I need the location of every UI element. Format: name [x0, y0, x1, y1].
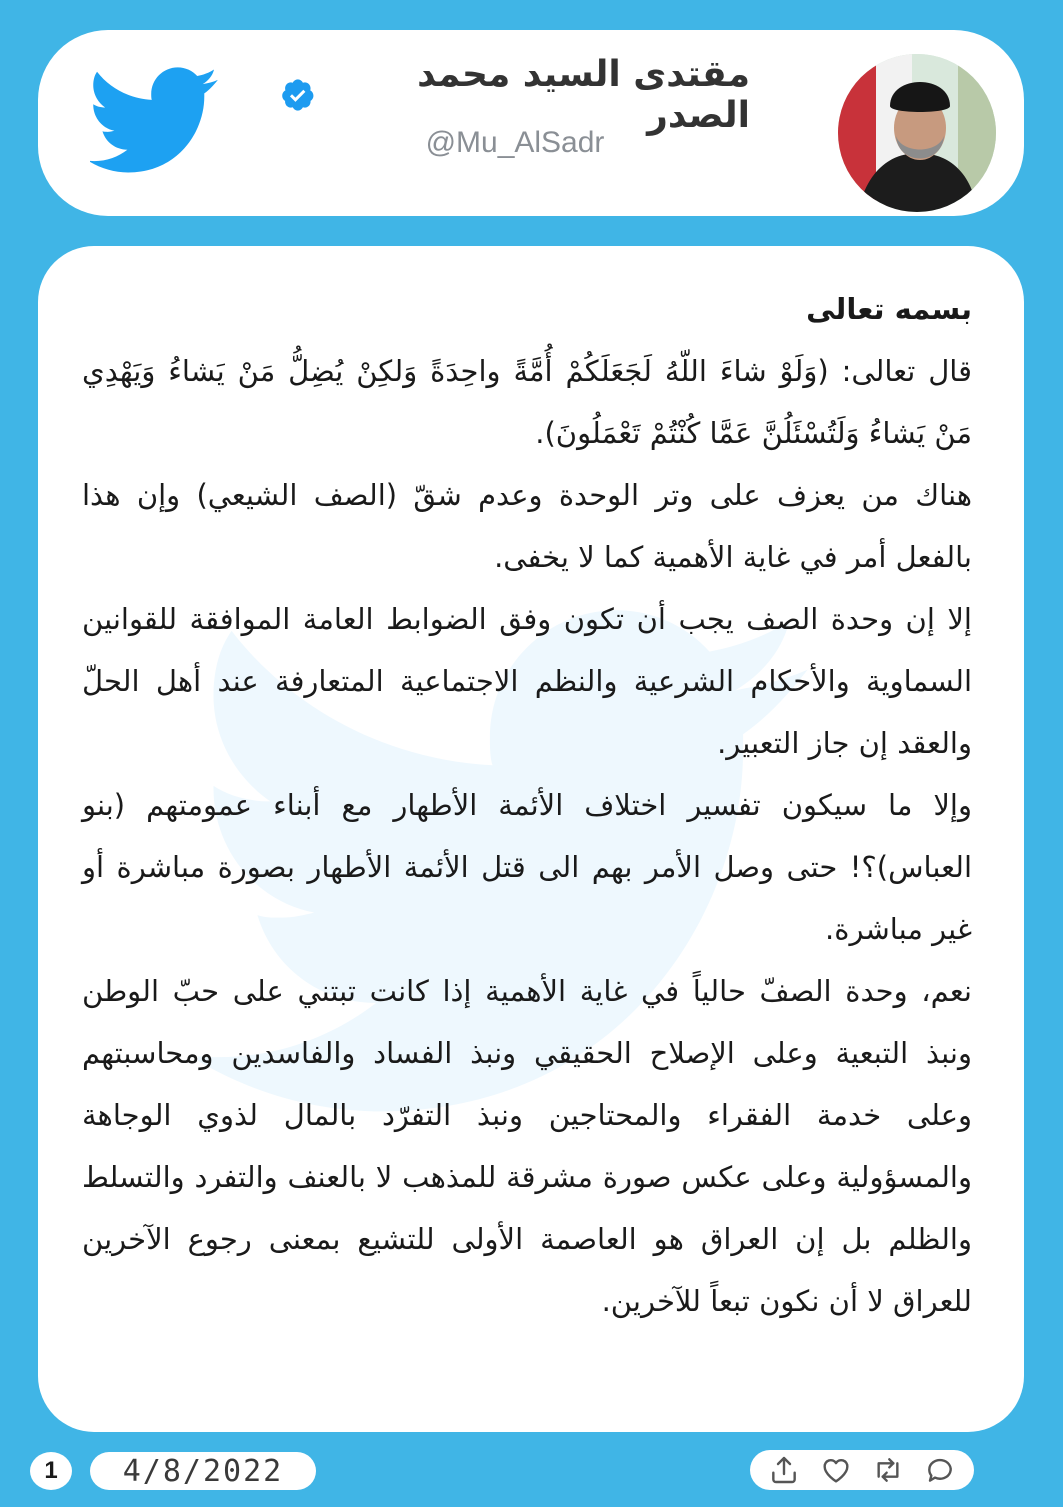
- reply-icon[interactable]: [924, 1454, 956, 1486]
- tweet-heading: بسمه تعالى: [806, 292, 972, 326]
- tweet-paragraph: نعم، وحدة الصفّ حالياً في غاية الأهمية إذا كانت تبتني على حبّ الوطن ونبذ التبعية وعلى الإصلاح الحقيقي ونبذ الفساد والفاسدين ومحاسبتهم وعلى خدمة الفقراء والمحتاجين ونبذ التفرّد بالمال لذوي الوجاهة والمسؤولية وعلى عكس صورة مشرقة للمذهب لا بالعنف والتفرد والتسلط والظلم بل إن العراق هو العاصمة الأولى للتشيع بمعنى رجوع الآخرين للعراق لا أن نكون تبعاً للآخرين.: [82, 974, 972, 1318]
- tweet-paragraph: هناك من يعزف على وتر الوحدة وعدم شقّ (الصف الشيعي) وإن هذا بالفعل أمر في غاية الأهمية كما لا يخفى.: [82, 478, 972, 574]
- avatar-portrait-icon: [838, 54, 996, 212]
- profile-name-row: [280, 54, 750, 136]
- verified-badge-icon: [280, 76, 316, 114]
- like-icon[interactable]: [820, 1454, 852, 1486]
- page-number-badge: [30, 1452, 72, 1490]
- tweet-paragraph: قال تعالى: (وَلَوْ شاءَ اللّهُ لَجَعَلَكُمْ أُمَّةً واحِدَةً وَلكِنْ يُضِلُّ مَنْ يَشاءُ وَيَهْدِي مَنْ يَشاءُ وَلَتُسْئَلُنَّ عَمَّا كُنْتُمْ تَعْمَلُونَ).: [82, 354, 972, 450]
- twitter-bird-icon: [90, 66, 220, 176]
- tweet-date: 4/8/2022: [122, 1453, 284, 1489]
- display-name: مقتدى السيد محمد الصدر: [417, 54, 750, 136]
- tweet-text: [82, 278, 972, 1332]
- avatar: [838, 54, 996, 212]
- tweet-card: [38, 246, 1024, 1432]
- retweet-icon[interactable]: [872, 1454, 904, 1486]
- share-icon[interactable]: [768, 1454, 800, 1486]
- date-badge: [90, 1452, 316, 1490]
- tweet-actions-bar: [750, 1450, 974, 1490]
- page-number: 1: [44, 1457, 58, 1484]
- profile-handle: @Mu_AlSadr: [425, 126, 605, 159]
- tweet-paragraph: وإلا ما سيكون تفسير اختلاف الأئمة الأطهار مع أبناء عمومتهم (بنو العباس)؟! حتى وصل الأمر بهم الى قتل الأئمة الأطهار بصورة مباشرة أو غير مباشرة.: [82, 788, 972, 946]
- tweet-paragraph: إلا إن وحدة الصف يجب أن تكون وفق الضوابط العامة الموافقة للقوانين السماوية والأحكام الشرعية والنظم الاجتماعية المتعارفة عند أهل الحلّ والعقد إن جاز التعبير.: [82, 602, 972, 760]
